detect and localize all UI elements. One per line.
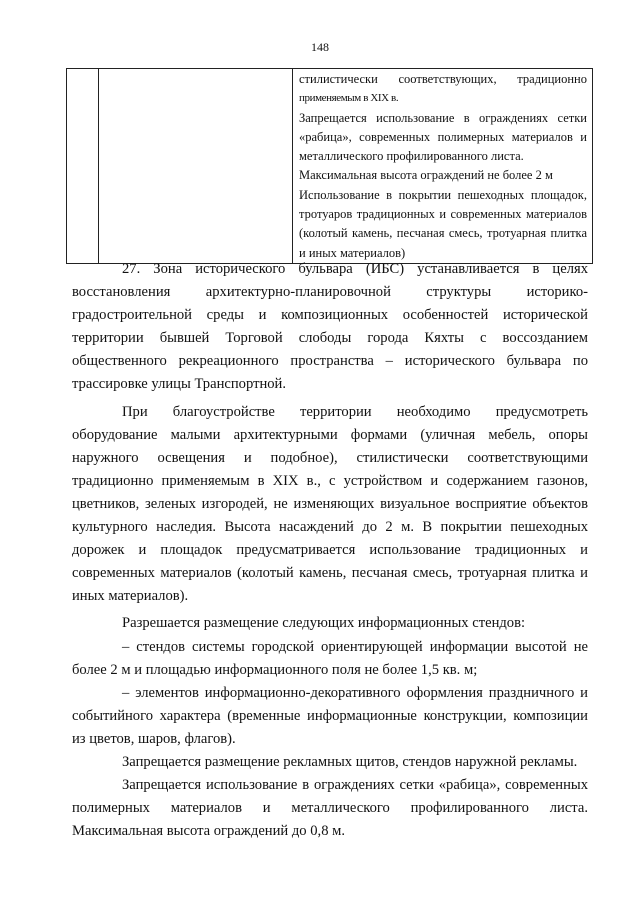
cell-line: применяемым в XIX в. bbox=[299, 92, 399, 105]
cell-paragraph: Запрещается использование в ограждениях сетки «рабица», современных полимерных материалов и металлического профилированного листа. bbox=[299, 110, 587, 164]
table-row bbox=[67, 69, 593, 264]
cell-paragraph: Использование в покрытии пешеходных площадок, тротуаров традиционных и современных материалов (колотый камень, песчаная смесь, тротуарная плитка и иных материалов) bbox=[299, 187, 587, 260]
cell-paragraph: Максимальная высота ограждений не более 2 м bbox=[299, 168, 553, 183]
paragraph-advertising-ban: Запрещается размещение рекламных щитов, стендов наружной рекламы. bbox=[122, 753, 578, 770]
table-fragment bbox=[66, 68, 593, 264]
paragraph-landscaping: При благоустройстве территории необходимо предусмотреть оборудование малыми архитектурными формами (уличная мебель, опоры наружного освещения и подобное), стилистически соответствующими традиционно применяемым в XIX в., с устройством и содержанием газонов, цветников, зеленых изгородей, не изменяющих визуальное восприятие объектов культурного наследия. Высота насаждений до 2 м. В покрытии пешеходных дорожек и площадок предусматривается использование традиционных и современных материалов (колотый камень, песчаная смесь, тротуарная плитка и иных материалов). bbox=[72, 403, 588, 605]
table-cell-name bbox=[99, 69, 293, 264]
table-cell-number bbox=[67, 69, 99, 264]
page-number: 148 bbox=[311, 40, 329, 54]
list-item: – элементов информационно-декоративного оформления праздничного и событийного характера (временные информационные конструкции, композиции из цветов, шаров, флагов). bbox=[72, 684, 588, 747]
table-cell-requirements bbox=[293, 69, 593, 264]
document-body bbox=[72, 258, 588, 843]
paragraph-allowed-stands: Разрешается размещение следующих информационных стендов: bbox=[122, 615, 526, 632]
cell-line: стилистически соответствующих, традиционно bbox=[299, 72, 587, 86]
paragraph-zone-definition: 27. Зона исторического бульвара (ИБС) устанавливается в целях восстановления архитектурно-планировочной структуры историко-градостроительной среды и композиционных особенностей исторической территории бывшей Торговой слободы города Кяхты с воссозданием общественного рекреационного пространства – исторического бульвара по трассировке улицы Транспортной. bbox=[72, 261, 588, 393]
list-item: – стендов системы городской ориентирующей информации высотой не более 2 м и площадью информационного поля не более 1,5 кв. м; bbox=[72, 638, 588, 678]
paragraph-fence-rules: Запрещается использование в ограждениях сетки «рабица», современных полимерных материалов и металлического профилированного листа. Максимальная высота ограждений до 0,8 м. bbox=[72, 777, 588, 840]
